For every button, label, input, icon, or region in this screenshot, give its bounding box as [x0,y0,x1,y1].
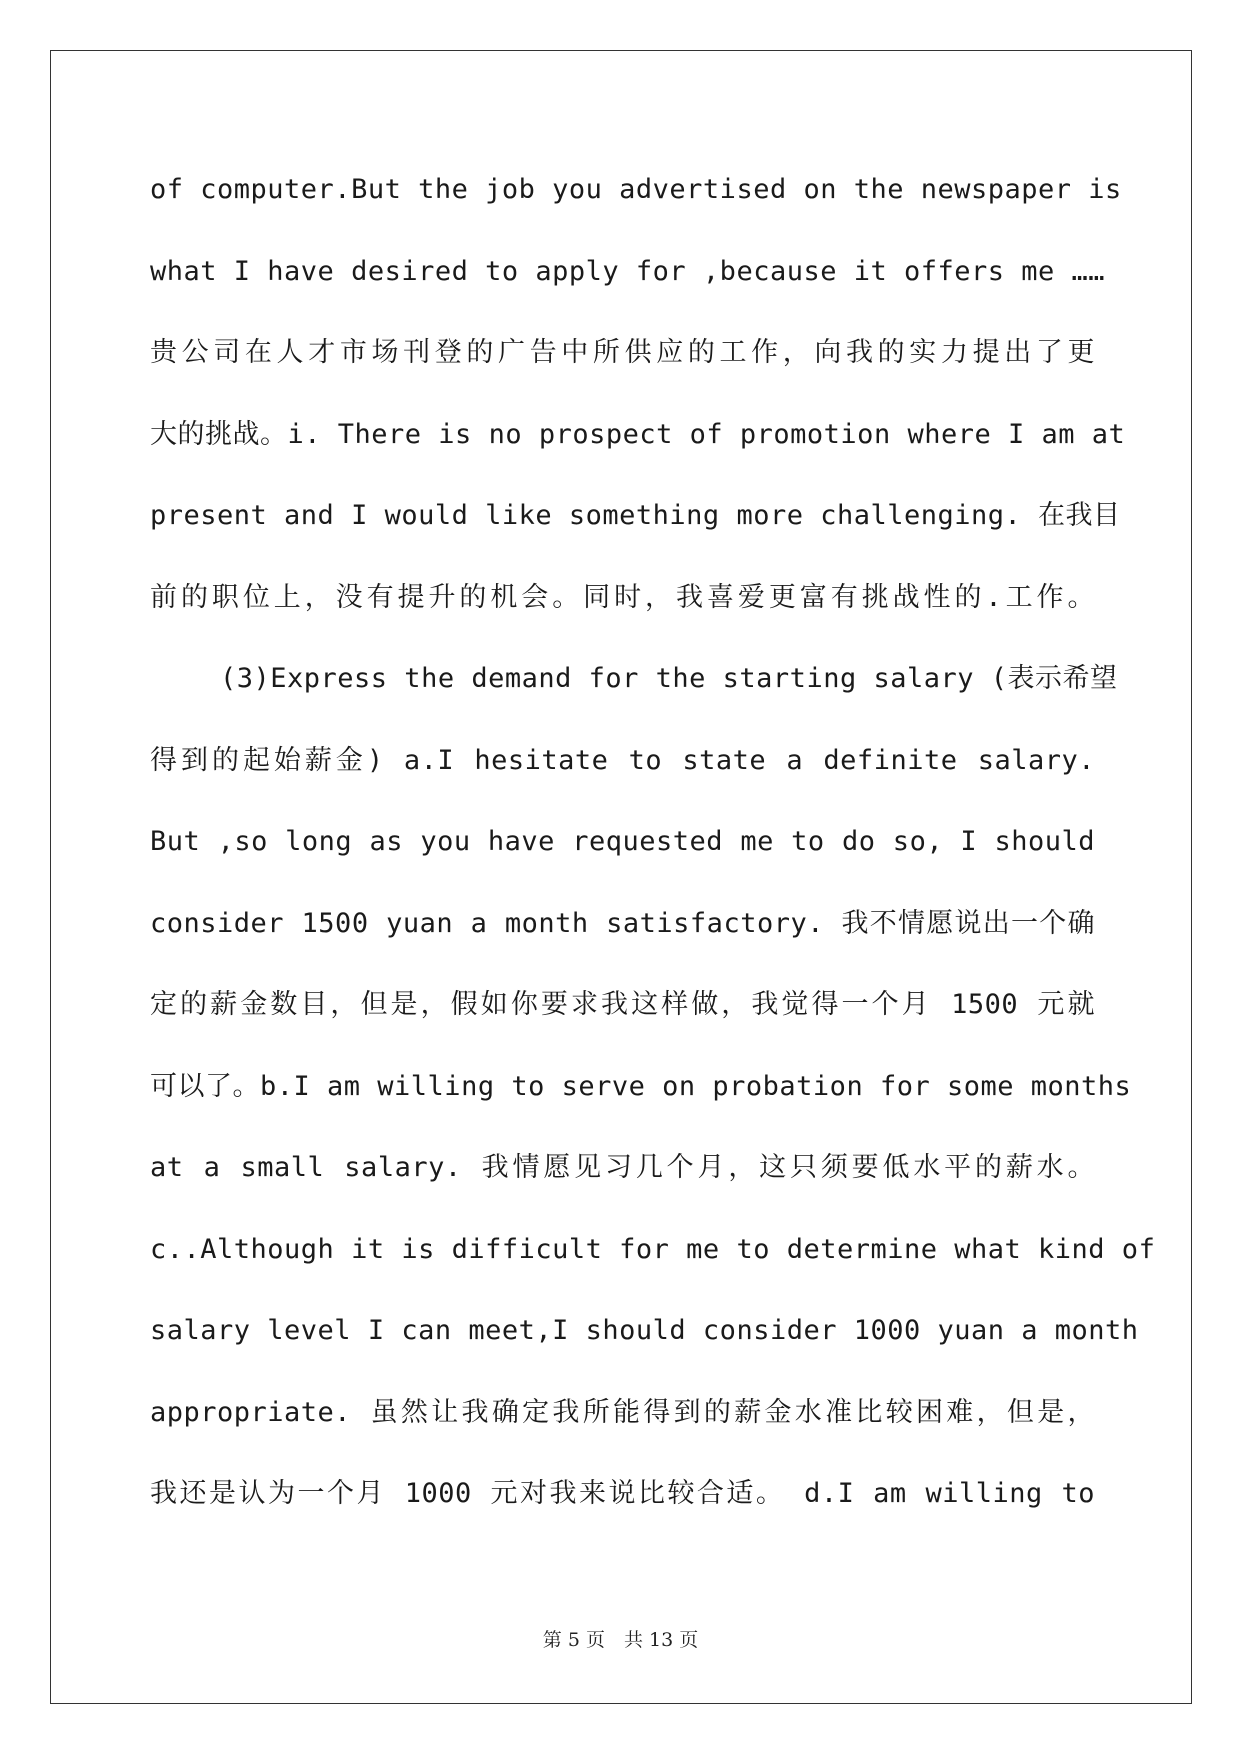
text-line: consider 1500 yuan a month satisfactory. 我不情愿说出一个确 [150,907,1095,939]
text-line: appropriate. 虽然让我确定我所能得到的薪金水准比较困难，但是， [150,1396,1095,1428]
text-line: at a small salary. 我情愿见习几个月，这只须要低水平的薪水。 [150,1152,1095,1183]
text-line: 前的职位上，没有提升的机会。同时，我喜爱更富有挑战性的.工作。 [150,581,1095,613]
text-line: 定的薪金数目，但是，假如你要求我这样做，我觉得一个月 1500 元就 [150,989,1095,1020]
page-number: 第 5 页 共 13 页 [542,1629,699,1651]
text-line: salary level I can meet,I should consider 1000 yuan a month [150,1315,1139,1346]
text-line: present and I would like something more challenging. 在我目 [150,500,1121,531]
text-line: 大的挑战。i. There is no prospect of promotion where I am at [150,418,1126,450]
text-line: 我还是认为一个月 1000 元对我来说比较合适。 d.I am willing to [150,1478,1095,1509]
text-line: of computer.But the job you advertised on the newspaper is [150,174,1122,205]
text-line: what I have desired to apply for ,because it offers me …… [150,255,1106,287]
text-line: (3)Express the demand for the starting salary (表示希望 [220,663,1118,694]
text-line: c..Although it is difficult for me to determine what kind of [150,1233,1156,1265]
text-line: 可以了。b.I am willing to serve on probation for some months [150,1070,1132,1102]
document-body [150,165,1156,1551]
text-line: 贵公司在人才市场刊登的广告中所供应的工作，向我的实力提出了更 [150,337,1095,368]
text-line: But ,so long as you have requested me to do so, I should [150,826,1095,857]
text-line: 得到的起始薪金) a.I hesitate to state a definite salary. [150,744,1095,776]
